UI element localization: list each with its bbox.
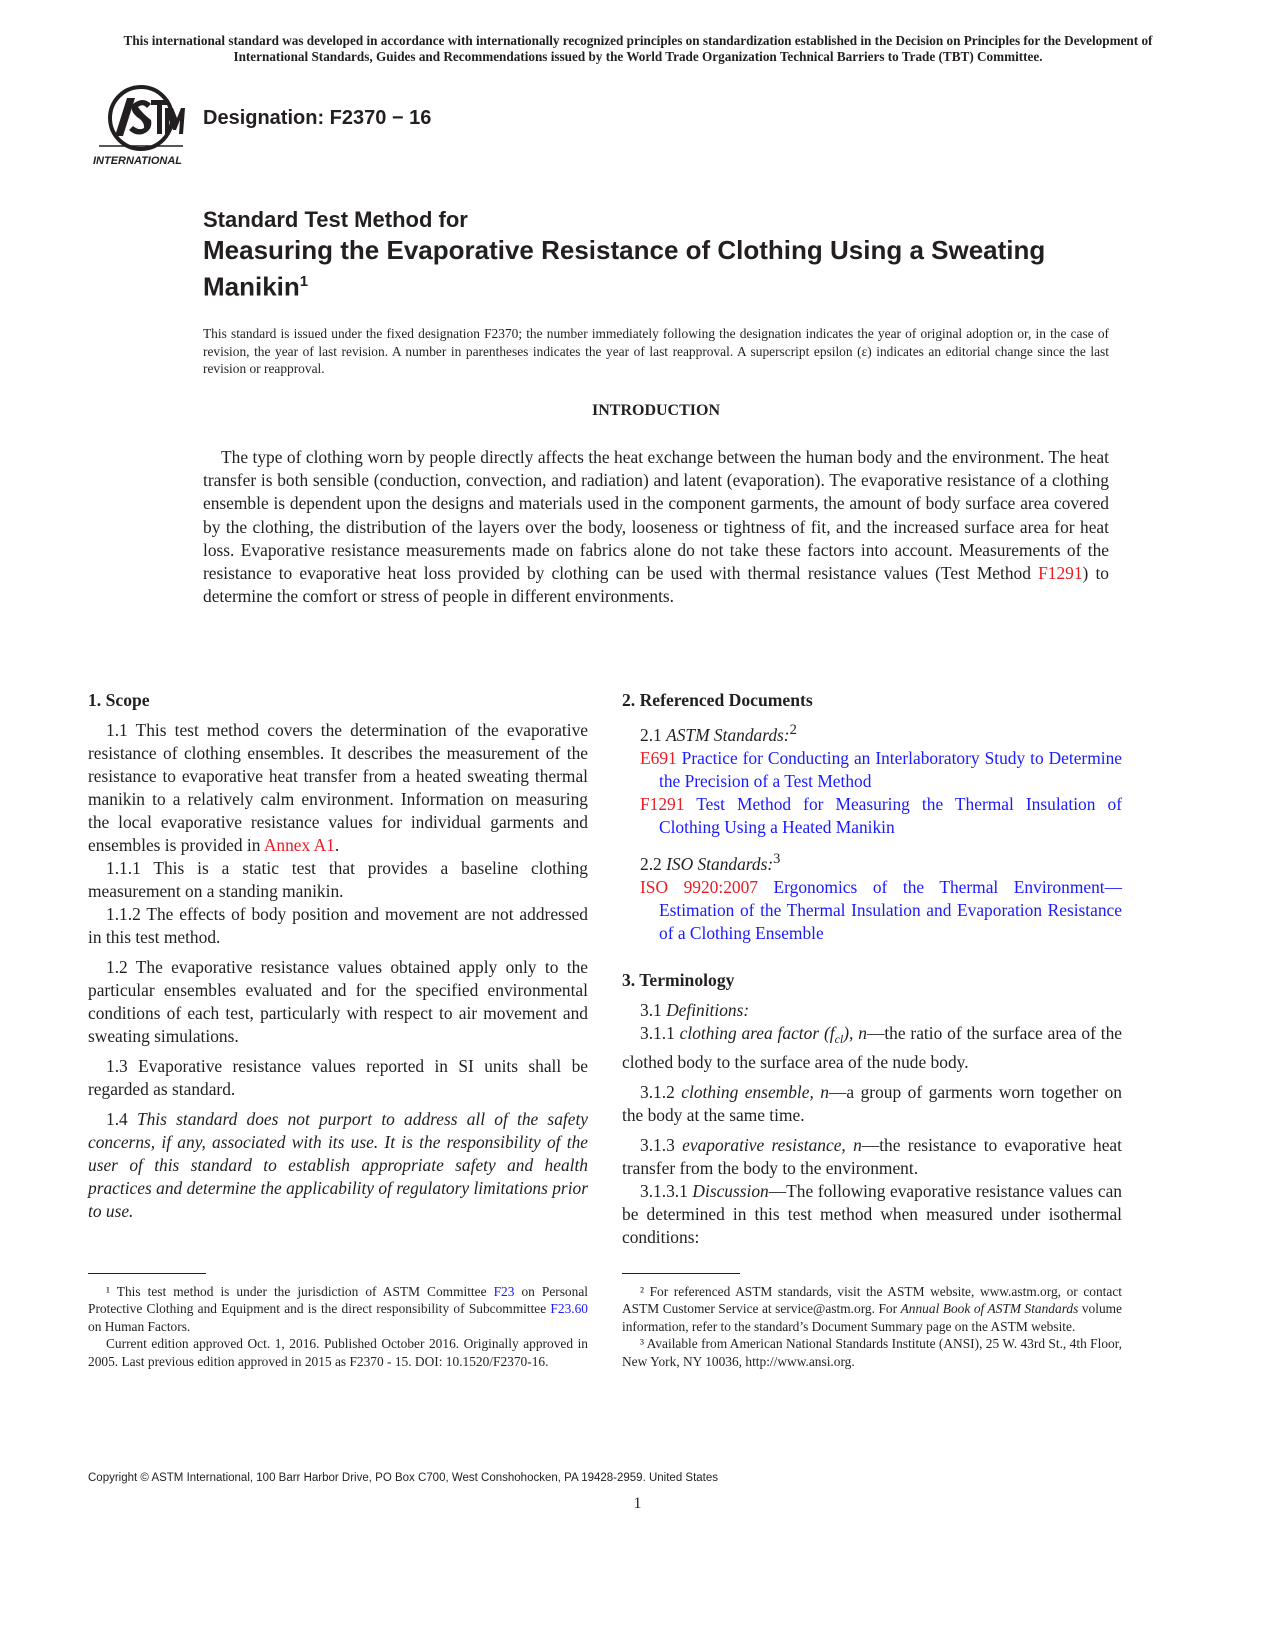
copyright: Copyright © ASTM International, 100 Barr Harbor Drive, PO Box C700, West Conshohocken, PA 19428-2959. United States [88,1472,719,1484]
scope-1-3: 1.3 Evaporative resistance values reported in SI units shall be regarded as standard. [88,1056,588,1099]
scope-1-1-2: 1.1.2 The effects of body position and movement are not addressed in this test method. [88,904,588,947]
scope-1-4-num: 1.4 [106,1109,137,1129]
iso-sup: 3 [773,850,781,867]
title-line-1: Standard Test Method for [203,207,468,232]
astm-logo-icon [93,84,189,170]
term-3-1-1-text: —the ratio of the surface area of the clothed body to the surface area of the nude body. [622,1022,1122,1072]
tbt-notice: This international standard was developed in accordance with internationally recognized principles on standardization established in the Decision on Principles for the Development of International Standards, Guides and Recommendations issued by the World Trade Organization Technical Barriers to Trade (TBT) Committee. [123,33,1153,64]
title-line-2 [203,235,1103,303]
footnote-1-end: on Human Factors. [88,1318,191,1334]
definitions-label [622,999,1122,1022]
term-3-1-2-term: clothing ensemble, n [681,1081,830,1102]
footnote-1-mid: on Personal Protective Clothing and Equipment and is the direct responsibility of Subcommittee [88,1284,588,1317]
scope-1-4 [88,1108,588,1223]
footnote-rule-left [88,1273,206,1274]
introduction-heading: INTRODUCTION [591,402,720,419]
intro-text-before: The type of clothing worn by people directly affects the heat exchange between the human body and the environment. The heat transfer is both sensible (conduction, convection, and radiation) and latent (evaporation). The evaporative resistance of a clothing ensemble is dependent upon the designs and materials used in the component garments, the amount of body surface area covered by the clothing, the distribution of the layers over the body, looseness or tightness of fit, and the increased surface area for heat loss. Evaporative resistance measurements made on fabrics alone do not take these factors into account. Measurements of the resistance to evaporative heat loss provided by clothing can be used with thermal resistance values (Test Method [203,447,1109,584]
scope-1-1-end: . [334,835,340,855]
title-block [203,205,1103,303]
logo-text: INTERNATIONAL [93,155,183,167]
footnote-1 [88,1283,588,1335]
astm-label: ASTM Standards: [666,724,790,745]
reference-e691-code[interactable]: E691 [640,747,677,768]
reference-f1291[interactable] [622,793,1122,839]
intro-text-after: ) to determine the comfort or stress of people in different environments. [203,563,1110,607]
scope-1-2: 1.2 The evaporative resistance values obtained apply only to the particular ensembles evaluated and for the specified environmental conditions of each test, particularly with respect to air movement and sweating simulations. [88,957,588,1046]
reference-f1291-title[interactable]: Test Method for Measuring the Thermal Insulation of Clothing Using a Heated Manikin [659,793,1122,837]
title-footnote-mark: 1 [299,273,309,290]
term-3-1-1-term: clothing area factor (f [679,1022,835,1043]
issue-note: This standard is issued under the fixed designation F2370; the number immediately following the designation indicates the year of original adoption or, in the case of revision, the year of last revision. A number in parentheses indicates the year of last reapproval. A superscript epsilon (ε) indicates an editorial change since the last revision or reapproval. [203,326,1109,376]
reference-e691-title[interactable]: Practice for Conducting an Interlaboratory Study to Determine the Precision of a Test Method [659,747,1122,791]
footnote-3: ³ Available from American National Standards Institute (ANSI), 25 W. 43rd St., 4th Floor, New York, NY 10036, http://www.ansi.org. [622,1336,1122,1369]
term-3-1-1-term2: ), n [843,1022,867,1043]
def-num: 3.1 [640,999,667,1020]
term-3-1-3-1 [622,1180,1122,1249]
referenced-documents-heading: 2. Referenced Documents [622,690,813,710]
page-number: 1 [633,1495,642,1512]
term-3-1-3-1-text: —The following evaporative resistance values can be determined in this test method when measured under isothermal conditions: [622,1180,1123,1247]
scope-1-4-text: This standard does not purport to address all of the safety concerns, if any, associated with its use. It is the responsibility of the user of this standard to establish appropriate safety and health practices and determine the applicability of regulatory limitations prior to use. [88,1109,588,1221]
term-3-1-1-sub: cl [834,1031,844,1046]
footnote-2-end: volume information, refer to the standard’s Document Summary page on the ASTM website. [622,1301,1123,1334]
term-3-1-3 [622,1134,1122,1180]
link-f1291-intro[interactable]: F1291 [1038,563,1083,584]
terminology-heading: 3. Terminology [622,969,735,990]
astm-num: 2.1 [640,724,667,745]
right-column [622,689,1122,1256]
iso-reference-list [622,876,1122,945]
astm-standards-label [622,719,1122,747]
term-3-1-2 [622,1081,1122,1127]
scope-1-1-text: 1.1 This test method covers the determination of the evaporative resistance of clothing ensembles. It describes the measurement of the resistance to evaporative heat transfer from a heated sweating thermal manikin to a relatively calm environment. Information on measuring the local evaporative resistance values for individual garments and ensembles is provided in [88,720,588,855]
scope-1-1-1: 1.1.1 This is a static test that provides a baseline clothing measurement on a standing manikin. [88,858,588,901]
term-3-1-3-1-term: Discussion [692,1180,769,1201]
designation: Designation: F2370 − 16 [203,107,432,129]
term-3-1-3-num: 3.1.3 [640,1134,683,1155]
term-3-1-2-text: —a group of garments worn together on the body at the same time. [622,1081,1122,1125]
link-f23[interactable]: F23 [493,1284,515,1299]
footnote-2-text: ² For referenced ASTM standards, visit the ASTM website, www.astm.org, or contact ASTM Customer Service at service@astm.org. For [622,1284,1122,1317]
footnote-2-italic: Annual Book of ASTM Standards [900,1301,1079,1317]
def-label: Definitions: [666,999,750,1020]
astm-reference-list [622,747,1122,839]
iso-label: ISO Standards: [666,853,774,874]
scope-heading: 1. Scope [88,690,150,710]
footnotes-right [622,1283,1122,1370]
footnote-2 [622,1283,1122,1335]
reference-f1291-code[interactable]: F1291 [640,793,685,814]
footnote-1-text: ¹ This test method is under the jurisdiction of ASTM Committee [106,1284,494,1299]
iso-standards-label [622,848,1122,876]
reference-iso9920-title[interactable]: Ergonomics of the Thermal Environment—Estimation of the Thermal Insulation and Evaporation Resistance of a Clothing Ensemble [659,876,1123,943]
footnotes-left [88,1283,588,1370]
title-main: Measuring the Evaporative Resistance of Clothing Using a Sweating Manikin [203,235,1046,302]
astm-sup: 2 [789,722,797,738]
term-3-1-2-num: 3.1.2 [640,1081,682,1102]
reference-iso9920-code[interactable]: ISO 9920:2007 [640,876,758,897]
footnote-rule-right [622,1273,740,1274]
term-3-1-3-term: evaporative resistance, n [682,1134,862,1155]
scope-1-1 [88,719,588,857]
link-annex-a1[interactable]: Annex A1 [263,835,335,855]
iso-num: 2.2 [640,853,667,874]
reference-iso9920[interactable] [622,876,1122,945]
term-3-1-3-text: —the resistance to evaporative heat transfer from the body to the environment. [622,1134,1122,1178]
footnote-1-edition: Current edition approved Oct. 1, 2016. Published October 2016. Originally approved in 2005. Last previous edition approved in 2015 as F2370 - 15. DOI: 10.1520/F2370-16. [88,1336,588,1369]
left-column [88,689,588,1230]
introduction-text [203,446,1109,608]
term-3-1-1-num: 3.1.1 [640,1022,680,1043]
reference-e691[interactable] [622,747,1122,793]
term-3-1-3-1-num: 3.1.3.1 [640,1180,693,1201]
link-f23-60[interactable]: F23.60 [550,1301,588,1317]
term-3-1-1 [622,1022,1122,1074]
